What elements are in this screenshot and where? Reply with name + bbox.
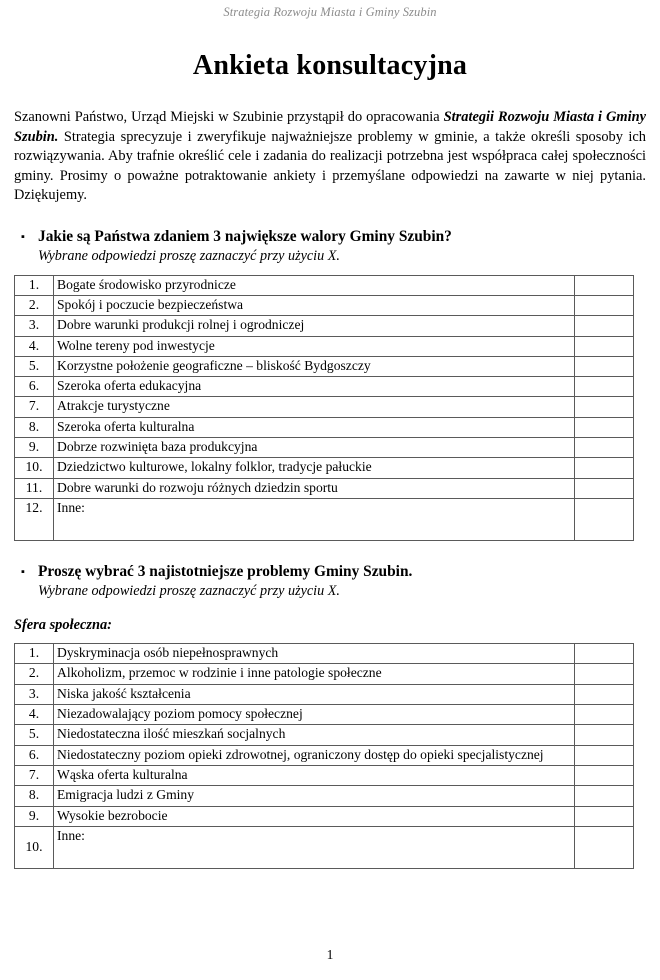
row-checkbox-cell[interactable]	[575, 684, 634, 704]
row-checkbox-cell[interactable]	[575, 377, 634, 397]
table-row[interactable]	[15, 765, 634, 785]
row-label: Dobre warunki produkcji rolnej i ogrodniczej	[54, 316, 575, 336]
row-number: 6.	[15, 377, 54, 397]
table-row[interactable]	[15, 664, 634, 684]
row-number: 9.	[15, 806, 54, 826]
row-label: Emigracja ludzi z Gminy	[54, 786, 575, 806]
question-1-heading	[14, 227, 646, 246]
row-label: Dziedzictwo kulturowe, lokalny folklor, tradycje pałuckie	[54, 458, 575, 478]
table-row[interactable]	[15, 806, 634, 826]
row-number: 3.	[15, 316, 54, 336]
row-number: 2.	[15, 664, 54, 684]
row-checkbox-cell[interactable]	[575, 438, 634, 458]
row-label-other[interactable]: Inne:	[54, 826, 575, 868]
square-bullet-icon: ▪	[21, 230, 25, 243]
table-row[interactable]	[15, 478, 634, 498]
row-checkbox-cell[interactable]	[575, 356, 634, 376]
row-number: 9.	[15, 438, 54, 458]
row-number: 7.	[15, 765, 54, 785]
row-label: Dobre warunki do rozwoju różnych dziedzin sportu	[54, 478, 575, 498]
row-checkbox-cell[interactable]	[575, 417, 634, 437]
survey-table-problemy	[14, 643, 634, 869]
row-label-other[interactable]: Inne:	[54, 499, 575, 541]
table-row[interactable]	[15, 786, 634, 806]
intro-text-part1: Szanowni Państwo, Urząd Miejski w Szubinie przystąpił do opracowania	[14, 109, 444, 125]
row-checkbox-cell[interactable]	[575, 765, 634, 785]
section-label-sfera-spoleczna: Sfera społeczna:	[14, 617, 112, 634]
table-row[interactable]	[15, 295, 634, 315]
row-number: 10.	[15, 826, 54, 868]
row-number: 1.	[15, 644, 54, 664]
table-row[interactable]	[15, 397, 634, 417]
table-row[interactable]	[15, 275, 634, 295]
row-number: 7.	[15, 397, 54, 417]
row-number: 11.	[15, 478, 54, 498]
row-number: 4.	[15, 704, 54, 724]
survey-table-walory	[14, 275, 634, 541]
table-row[interactable]	[15, 458, 634, 478]
row-label: Dobrze rozwinięta baza produkcyjna	[54, 438, 575, 458]
row-number: 5.	[15, 725, 54, 745]
row-label: Wąska oferta kulturalna	[54, 765, 575, 785]
row-number: 6.	[15, 745, 54, 765]
row-label: Wolne tereny pod inwestycje	[54, 336, 575, 356]
row-checkbox-cell[interactable]	[575, 397, 634, 417]
table-row[interactable]	[15, 725, 634, 745]
row-checkbox-cell[interactable]	[575, 336, 634, 356]
row-label: Korzystne położenie geograficzne – bliskość Bydgoszczy	[54, 356, 575, 376]
intro-paragraph	[14, 108, 646, 206]
question-1-text: Jakie są Państwa zdaniem 3 największe walory Gminy Szubin?	[38, 227, 452, 245]
row-checkbox-cell[interactable]	[575, 725, 634, 745]
table-row-other[interactable]	[15, 499, 634, 541]
row-checkbox-cell[interactable]	[575, 826, 634, 868]
row-checkbox-cell[interactable]	[575, 458, 634, 478]
row-number: 10.	[15, 458, 54, 478]
row-number: 4.	[15, 336, 54, 356]
row-checkbox-cell[interactable]	[575, 806, 634, 826]
row-checkbox-cell[interactable]	[575, 704, 634, 724]
row-number: 3.	[15, 684, 54, 704]
question-2-heading	[14, 562, 646, 581]
row-label: Bogate środowisko przyrodnicze	[54, 275, 575, 295]
row-label: Spokój i poczucie bezpieczeństwa	[54, 295, 575, 315]
running-header: Strategia Rozwoju Miasta i Gminy Szubin	[223, 5, 437, 19]
row-checkbox-cell[interactable]	[575, 316, 634, 336]
row-label: Dyskryminacja osób niepełnosprawnych	[54, 644, 575, 664]
table-row[interactable]	[15, 438, 634, 458]
question-2-instruction: Wybrane odpowiedzi proszę zaznaczyć przy użyciu X.	[38, 583, 340, 600]
table-row[interactable]	[15, 377, 634, 397]
table-row[interactable]	[15, 356, 634, 376]
row-checkbox-cell[interactable]	[575, 499, 634, 541]
page-number: 1	[326, 947, 334, 962]
row-checkbox-cell[interactable]	[575, 295, 634, 315]
row-label: Niedostateczny poziom opieki zdrowotnej, ograniczony dostęp do opieki specjalistycznej	[54, 745, 575, 765]
row-number: 1.	[15, 275, 54, 295]
question-block-2	[14, 562, 646, 869]
question-block-1	[14, 227, 646, 541]
table-row[interactable]	[15, 745, 634, 765]
row-checkbox-cell[interactable]	[575, 664, 634, 684]
row-label: Niska jakość kształcenia	[54, 684, 575, 704]
table-row[interactable]	[15, 316, 634, 336]
row-checkbox-cell[interactable]	[575, 275, 634, 295]
row-checkbox-cell[interactable]	[575, 745, 634, 765]
row-checkbox-cell[interactable]	[575, 644, 634, 664]
page-title: Ankieta konsultacyjna	[192, 50, 468, 81]
intro-text-part2: Strategia sprecyzuje i zweryfikuje najważniejsze problemy w gminie, a także określi sposoby ich rozwiązywania. Aby trafnie określić cele i zadania do realizacji potrzebna jest współpraca całej społeczności gminy. Prosimy o poważne potraktowanie ankiety i przemyślane odpowiedzi na zawarte w niej pytania. Dziękujemy.	[14, 128, 646, 204]
row-number: 12.	[15, 499, 54, 541]
row-label: Szeroka oferta kulturalna	[54, 417, 575, 437]
row-label: Atrakcje turystyczne	[54, 397, 575, 417]
row-checkbox-cell[interactable]	[575, 786, 634, 806]
square-bullet-icon: ▪	[21, 566, 25, 579]
row-number: 8.	[15, 417, 54, 437]
row-number: 5.	[15, 356, 54, 376]
row-label: Szeroka oferta edukacyjna	[54, 377, 575, 397]
row-label: Alkoholizm, przemoc w rodzinie i inne patologie społeczne	[54, 664, 575, 684]
table-row[interactable]	[15, 684, 634, 704]
row-number: 8.	[15, 786, 54, 806]
question-2-text: Proszę wybrać 3 najistotniejsze problemy Gminy Szubin.	[38, 563, 413, 581]
table-row-other[interactable]	[15, 826, 634, 868]
row-checkbox-cell[interactable]	[575, 478, 634, 498]
row-label: Niedostateczna ilość mieszkań socjalnych	[54, 725, 575, 745]
table-row[interactable]	[15, 417, 634, 437]
table-row[interactable]	[15, 704, 634, 724]
row-number: 2.	[15, 295, 54, 315]
row-label: Niezadowalający poziom pomocy społecznej	[54, 704, 575, 724]
row-label: Wysokie bezrobocie	[54, 806, 575, 826]
intro-emphasis: Strategii Rozwoju Miasta i Gminy Szubin.	[14, 109, 646, 145]
table-row[interactable]	[15, 644, 634, 664]
table-row[interactable]	[15, 336, 634, 356]
question-1-instruction: Wybrane odpowiedzi proszę zaznaczyć przy użyciu X.	[38, 247, 340, 264]
